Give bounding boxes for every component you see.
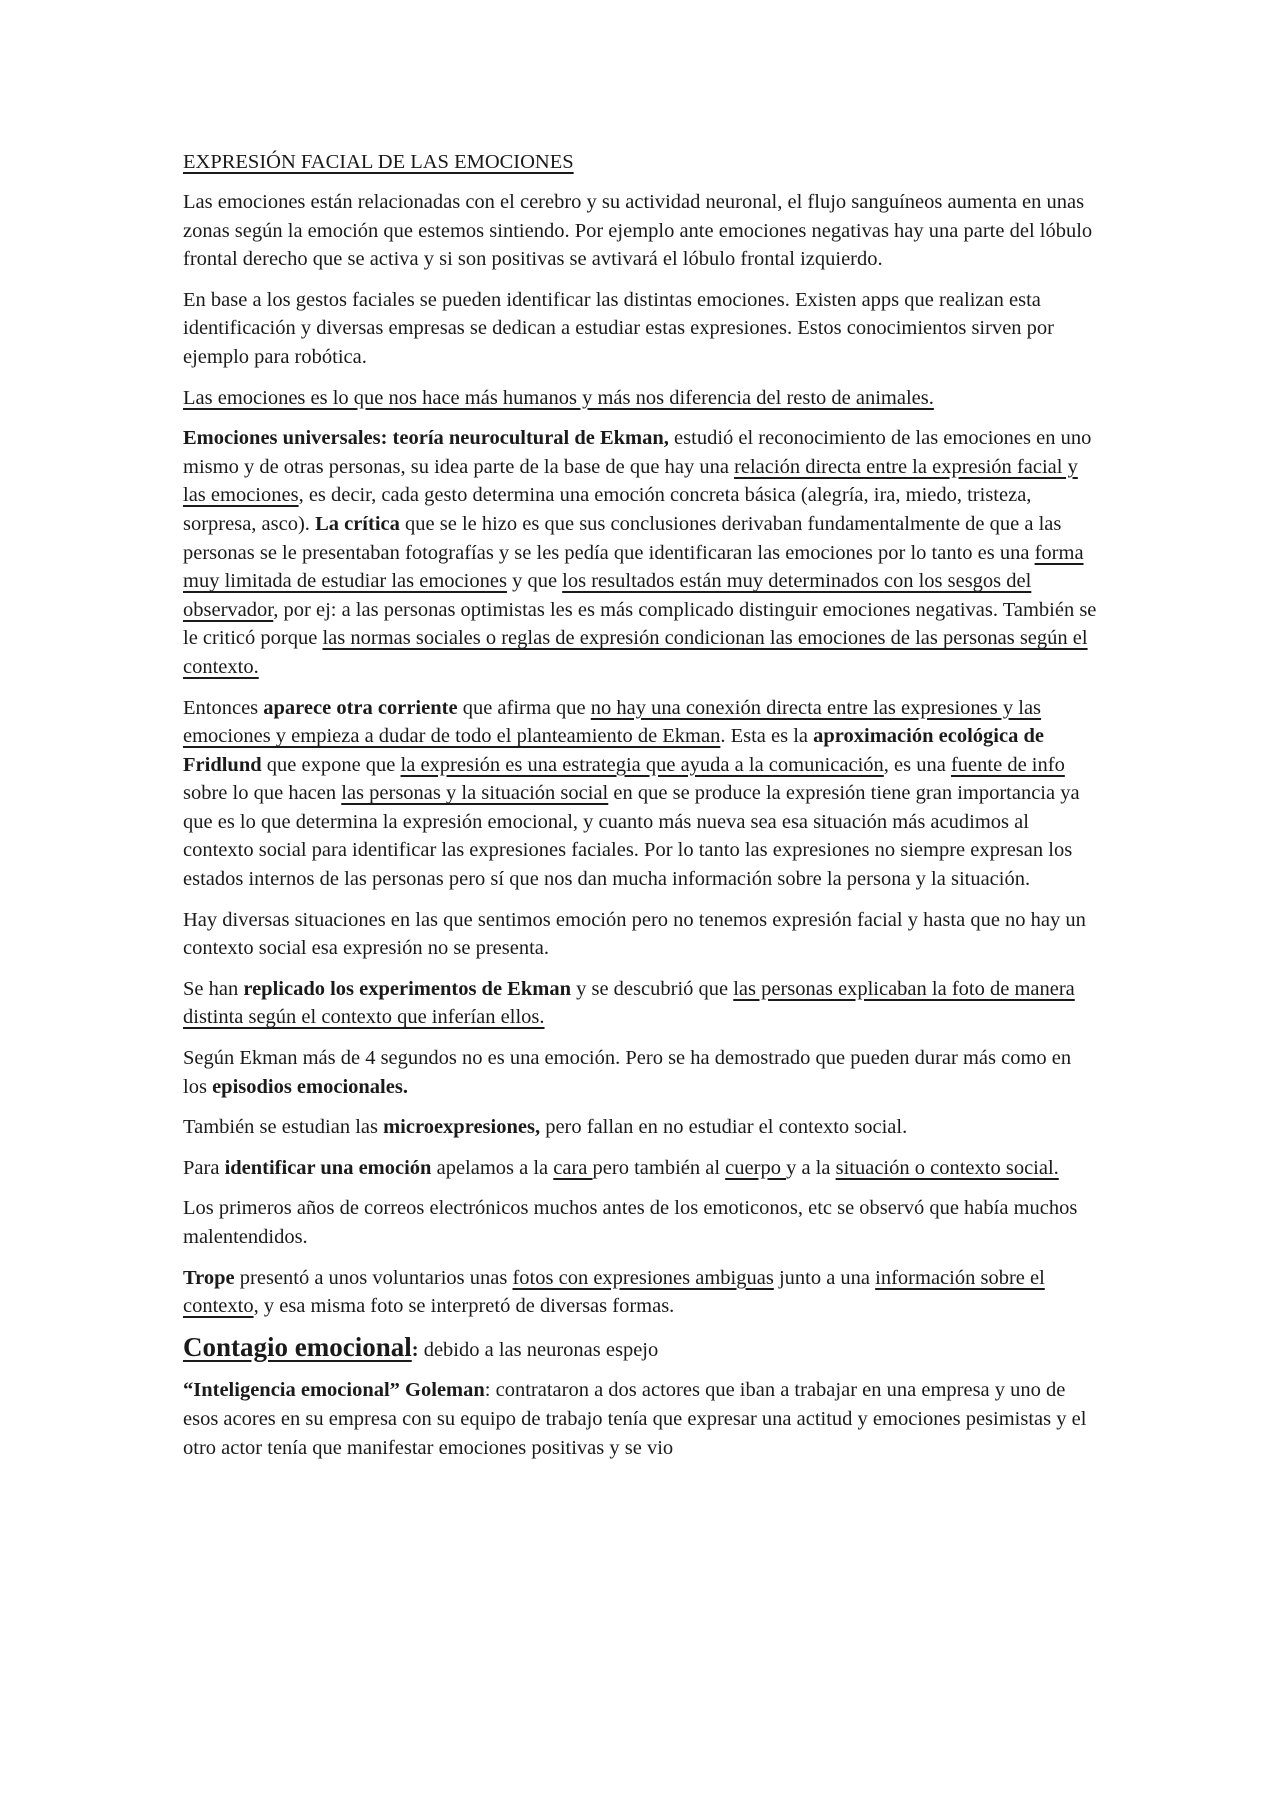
underlined-text: fotos con expresiones ambiguas <box>512 1266 774 1289</box>
underlined-text: no hay una conexión directa entre las expresiones y las emociones y empieza a dudar de todo el planteamiento de Ekman <box>183 696 1042 748</box>
bold-text: Trope <box>183 1266 235 1289</box>
paragraph-text: Las emociones están relacionadas con el cerebro y su actividad neuronal, el flujo sanguíneos aumenta en unas zonas según la emoción que estemos sintiendo. Por ejemplo ante emociones negativas hay una parte del lóbulo frontal derecho que se activa y si son positivas se avtivará el lóbulo frontal izquierdo. <box>183 191 1093 271</box>
paragraph-text: pero fallan en no estudiar el contexto social. <box>540 1116 908 1139</box>
bold-text: identificar una emoción <box>224 1156 432 1179</box>
bold-text: : <box>411 1338 419 1361</box>
paragraph-text: , por ej: a las personas optimistas les es más complicado distinguir emociones negativas. También se le criticó porque <box>183 598 1097 650</box>
paragraph-text: , es decir, cada gesto determina una emoción concreta básica (alegría, ira, miedo, tristeza, sorpresa, asco). <box>183 484 1032 535</box>
paragraph-identify-emotion <box>183 1154 1098 1183</box>
paragraph-text: presentó a unos voluntarios unas <box>234 1266 513 1289</box>
paragraph-text: pero también al <box>592 1156 726 1179</box>
paragraph-text: Según Ekman más de 4 segundos no es una emoción. Pero se ha demostrado que pueden durar más como en los <box>183 1047 1072 1098</box>
underlined-text: la expresión es una estrategia que ayuda a la comunicación <box>400 753 884 776</box>
bold-text: aparece otra corriente <box>263 696 458 719</box>
paragraph-text: que expone que <box>261 753 401 776</box>
paragraph-fridlund <box>183 694 1098 894</box>
paragraph-brain-activity <box>183 188 1098 274</box>
paragraph-text: en que se produce la expresión tiene gran importancia ya que es lo que determina la expresión emocional, y cuanto más nueva sea esa situación más acudimos al contexto social para identificar las expresiones faciales. Por lo tanto las expresiones no siempre expresan los estados internos de las personas pero sí que nos dan mucha información sobre la persona y la situación. <box>183 782 1080 891</box>
paragraph-text: sobre lo que hacen <box>183 782 342 805</box>
paragraph-emails <box>183 1194 1098 1251</box>
paragraph-replicated <box>183 975 1098 1032</box>
underlined-text: las personas y la situación social <box>341 782 609 805</box>
paragraph-text: , y esa misma foto se interpretó de diversas formas. <box>253 1295 675 1318</box>
paragraph-text: Se han <box>183 977 244 1000</box>
paragraph-text: Los primeros años de correos electrónicos muchos antes de los emoticonos, etc se observó que había muchos malentendidos. <box>183 1197 1078 1248</box>
underlined-text: los resultados están muy determinados con los sesgos del observador <box>183 570 1032 621</box>
section-heading: Contagio emocional <box>183 1331 412 1362</box>
bold-text: aproximación ecológica de Fridlund <box>183 725 1044 776</box>
underlined-text: forma muy limitada de estudiar las emociones <box>183 541 1084 593</box>
paragraph-trope <box>183 1264 1098 1321</box>
underlined-text: Las emociones es lo que nos hace más humanos y más nos diferencia del resto de animales. <box>183 386 934 409</box>
bold-text: replicado los experimentos de Ekman <box>243 977 571 1000</box>
paragraph-text: que afirma que <box>457 696 591 719</box>
paragraph-text: y se descubrió que <box>570 977 734 1000</box>
underlined-text: fuente de info <box>950 753 1065 776</box>
document-title: EXPRESIÓN FACIAL DE LAS EMOCIONES <box>183 151 574 173</box>
paragraph-text: y a la <box>786 1156 836 1179</box>
paragraph-text: También se estudian las <box>183 1116 384 1139</box>
paragraph-text: , es una <box>883 753 951 776</box>
paragraph-text: apelamos a la <box>431 1156 554 1179</box>
bold-text: La crítica <box>315 512 400 535</box>
paragraph-text: En base a los gestos faciales se pueden identificar las distintas emociones. Existen apps que realizan esta identificación y diversas empresas se dedican a estudiar estas expresiones. Estos conocimientos sirven por ejemplo para robótica. <box>183 288 1054 368</box>
underlined-text: relación directa entre la expresión facial y las emociones <box>183 455 1078 507</box>
underlined-text: las normas sociales o reglas de expresión condicionan las emociones de las personas según el contexto. <box>183 627 1088 678</box>
paragraph-text: debido a las neuronas espejo <box>418 1338 659 1361</box>
underlined-text: las personas explicaban la foto de manera distinta según el contexto que inferían ellos. <box>183 977 1075 1029</box>
paragraph-contagion <box>183 1333 1098 1365</box>
paragraph-text: junto a una <box>773 1266 876 1289</box>
paragraph-text: que se le hizo es que sus conclusiones derivaban fundamentalmente de que a las personas se le presentaban fotografías y se les pedía que identificaran las emociones por lo tanto es una <box>183 512 1062 564</box>
paragraph-ekman-theory <box>183 424 1098 681</box>
paragraph-facial-gestures <box>183 286 1098 372</box>
paragraph-microexpressions <box>183 1113 1098 1142</box>
underlined-text: situación o contexto social. <box>835 1156 1059 1179</box>
paragraph-text: Hay diversas situaciones en las que sentimos emoción pero no tenemos expresión facial y hasta que no hay un contexto social esa expresión no se presenta. <box>183 908 1086 960</box>
underlined-text: cara <box>553 1156 593 1179</box>
paragraph-humans <box>183 384 1098 413</box>
paragraph-text: estudió el reconocimiento de las emociones en uno mismo y de otras personas, su idea parte de la base de que hay una <box>183 427 1092 478</box>
paragraph-text: : contrataron a dos actores que iban a trabajar en una empresa y uno de esos acores en su empresa con su equipo de trabajo tenía que expresar una actitud y emociones pesimistas y el otro actor tenía que manifestar emociones positivas y se vio <box>183 1379 1087 1459</box>
underlined-text: información sobre el contexto <box>183 1266 1045 1318</box>
paragraph-text: y que <box>506 570 563 593</box>
paragraph-no-expression <box>183 906 1098 963</box>
bold-text: microexpresiones, <box>383 1116 541 1139</box>
bold-text: Emociones universales: teoría neurocultural de Ekman, <box>183 427 669 450</box>
bold-text: episodios emocionales. <box>212 1075 408 1098</box>
paragraph-goleman <box>183 1376 1098 1462</box>
underlined-text: cuerpo <box>725 1156 787 1179</box>
paragraph-duration <box>183 1044 1098 1101</box>
paragraph-text: Entonces <box>183 696 264 719</box>
paragraph-text: Para <box>183 1156 225 1179</box>
bold-text: “Inteligencia emocional” Goleman <box>183 1379 485 1402</box>
paragraph-text: . Esta es la <box>720 725 814 748</box>
